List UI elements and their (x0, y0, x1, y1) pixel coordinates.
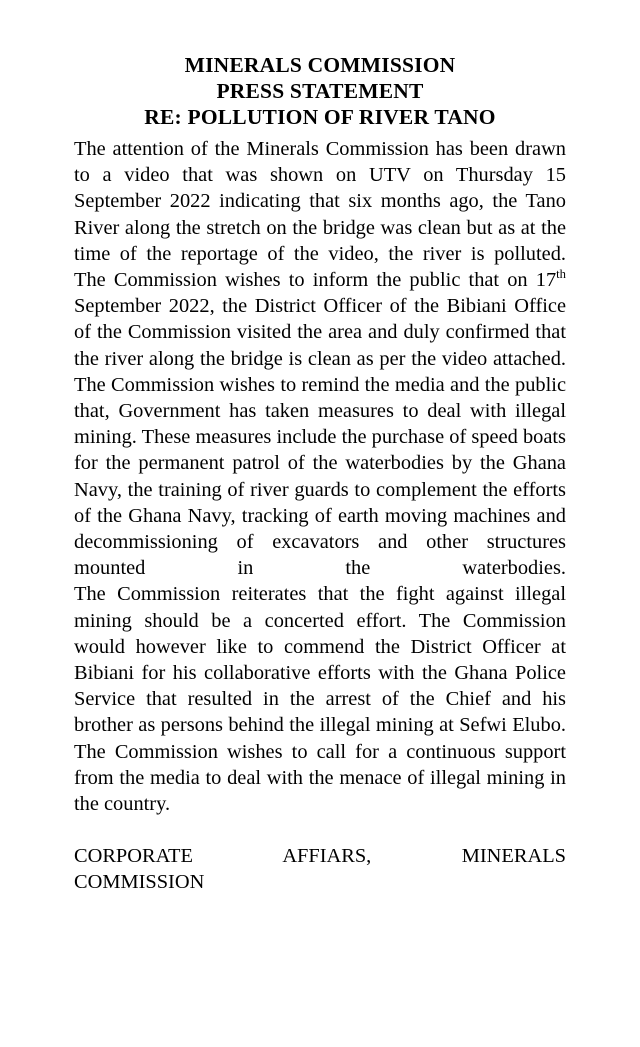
paragraph-4: The Commission reiterates that the fight against illegal mining should be a concerted effort. The Commission would however like to commend the District Officer at Bibiani for his collaborative efforts with the Ghana Police Service that resulted in the arrest of the Chief and his brother as persons behind the illegal mining at Sefwi Elubo. (74, 583, 566, 737)
document-heading (74, 52, 566, 130)
paragraph-3: The Commission wishes to remind the media and the public that, Government has taken measures to deal with illegal mining. These measures include the purchase of speed boats for the permanent patrol of the waterbodies by the Ghana Navy, the training of river guards to complement the efforts of the Ghana Navy, tracking of earth moving machines and decommissioning of excavators and other structures mounted in the waterbodies. (74, 373, 566, 580)
signature-block (74, 843, 566, 895)
heading-line-subject: RE: POLLUTION OF RIVER TANO (144, 105, 496, 129)
paragraph-2-text-before-ordinal: The Commission wishes to inform the public that on 17 (74, 269, 557, 292)
ordinal-suffix: th (556, 267, 566, 282)
paragraph-2-text-after-ordinal: September 2022, the District Officer of the Bibiani Office of the Commission visited the area and duly confirmed that the river along the bridge is clean as per the video attached. (74, 295, 566, 370)
paragraph-5: The Commission wishes to call for a continuous support from the media to deal with the menace of illegal mining in the country. (74, 740, 566, 816)
heading-line-organisation: MINERALS COMMISSION (184, 53, 456, 77)
signature-line-department: CORPORATE AFFIARS, MINERALS (74, 845, 566, 868)
document-body (74, 136, 566, 896)
signature-line-commission: COMMISSION (74, 871, 205, 894)
paragraph-2 (74, 267, 566, 372)
paragraph-1: The attention of the Minerals Commission has been drawn to a video that was shown on UTV on Thursday 15 September 2022 indicating that six months ago, the Tano River along the stretch on the bridge was clean but as at the time of the reportage of the video, the river is polluted. (74, 138, 566, 265)
heading-line-doctype: PRESS STATEMENT (216, 79, 424, 103)
